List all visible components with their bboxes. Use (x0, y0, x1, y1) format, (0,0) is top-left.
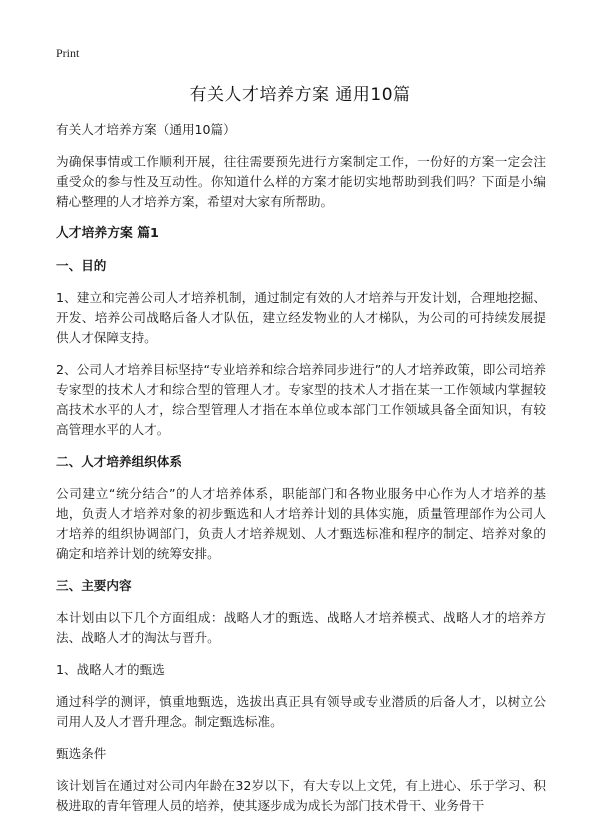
document-title: 有关人才培养方案 通用10篇 (189, 85, 411, 105)
criteria-heading: 甄选条件 (56, 746, 107, 761)
goal-heading: 一、目的 (56, 258, 107, 273)
goal-paragraph-1: 1、建立和完善公司人才培养机制，通过制定有效的人才培养与开发计划，合理地挖掘、开发、培养公司战略后备人才队伍，建立经发物业的人才梯队，为公司的可持续发展提供人才保障支持。 (56, 290, 546, 345)
print-link[interactable]: Print (56, 46, 80, 60)
selection-subheading: 1、战略人才的甄选 (56, 662, 165, 677)
section-heading: 人才培养方案 篇1 (56, 226, 159, 241)
org-heading: 二、人才培养组织体系 (56, 454, 182, 469)
selection-paragraph: 通过科学的测评，慎重地甄选，选拔出真正具有领导或专业潜质的后备人才，以树立公司用人及人才晋升理念。制定甄选标准。 (56, 694, 546, 729)
org-paragraph: 公司建立“统分结合”的人才培养体系，职能部门和各物业服务中心作为人才培养的基地，负责人才培养对象的初步甄选和人才培养计划的具体实施，质量管理部作为公司人才培养的组织协调部门，负责人才培养规划、人才甄选标准和程序的制定、培养对象的确定和培养计划的统筹安排。 (56, 486, 546, 561)
goal-paragraph-2: 2、公司人才培养目标坚持“专业培养和综合培养同步进行”的人才培养政策，即公司培养专家型的技术人才和综合型的管理人才。专家型的技术人才指在某一工作领域内掌握较高技术水平的人才，综合型管理人才指在本单位或本部门工作领域具备全面知识，有较高管理水平的人才。 (56, 362, 546, 437)
document-subtitle: 有关人才培养方案（通用10篇） (56, 122, 236, 137)
main-content-heading: 三、主要内容 (56, 578, 132, 593)
document-body (56, 120, 546, 828)
intro-paragraph: 为确保事情或工作顺利开展，往往需要预先进行方案制定工作，一份好的方案一定会注重受众的参与性及互动性。你知道什么样的方案才能切实地帮助到我们吗？下面是小编精心整理的人才培养方案，希望对大家有所帮助。 (56, 154, 546, 209)
criteria-paragraph: 该计划旨在通过对公司内年龄在32岁以下，有大专以上文凭，有上进心、乐于学习、积极进取的青年管理人员的培养，使其逐步成为成长为部门技术骨干、业务骨干 (56, 778, 546, 813)
main-content-paragraph: 本计划由以下几个方面组成：战略人才的甄选、战略人才培养模式、战略人才的培养方法、战略人才的淘汰与晋升。 (56, 610, 546, 645)
